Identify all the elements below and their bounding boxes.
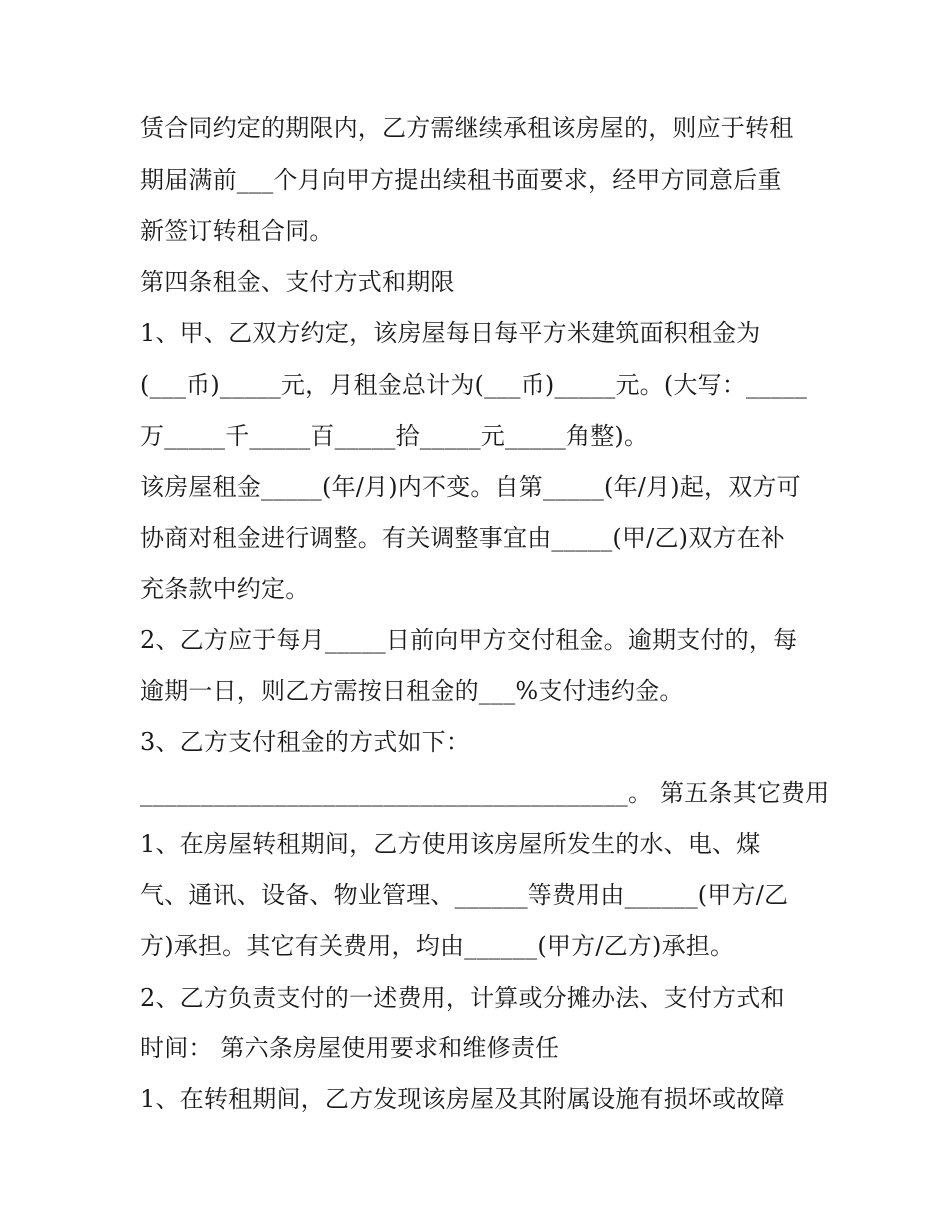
text-line: 时间： 第六条房屋使用要求和维修责任 xyxy=(140,1034,560,1062)
section-heading: 第四条租金、支付方式和期限 xyxy=(140,268,455,296)
text-line: ________________________________________。 第五条其它费用 xyxy=(140,779,830,807)
text-line: 1、在转租期间，乙方发现该房屋及其附属设施有损坏或故障 xyxy=(140,1085,785,1113)
text-line: 该房屋租金_____(年/月)内不变。自第_____(年/月)起，双方可 xyxy=(140,473,801,501)
text-line: 2、乙方应于每月_____日前向甲方交付租金。逾期支付的，每 xyxy=(140,626,798,654)
text-line: 逾期一日，则乙方需按日租金的___%支付违约金。 xyxy=(140,677,684,705)
text-line: 协商对租金进行调整。有关调整事宜由_____(甲/乙)双方在补 xyxy=(140,524,786,552)
text-line: (___币)_____元，月租金总计为(___币)_____元。(大写：_____ xyxy=(140,371,808,399)
text-line: 气、通讯、设备、物业管理、______等费用由______(甲方/乙 xyxy=(140,881,789,909)
text-line: 期届满前___个月向甲方提出续租书面要求，经甲方同意后重 xyxy=(140,166,782,194)
text-line: 1、甲、乙双方约定，该房屋每日每平方米建筑面积租金为 xyxy=(140,319,761,347)
text-line: 3、乙方支付租金的方式如下： xyxy=(140,728,471,756)
text-line: 2、乙方负责支付的一述费用，计算或分摊办法、支付方式和 xyxy=(140,984,785,1012)
text-line: 万_____千_____百_____拾_____元_____角整)。 xyxy=(140,422,649,450)
text-line: 方)承担。其它有关费用，均由______(甲方/乙方)承担。 xyxy=(140,932,735,960)
text-line: 赁合同约定的期限内，乙方需继续承租该房屋的，则应于转租 xyxy=(140,114,794,142)
text-line: 1、在房屋转租期间，乙方使用该房屋所发生的水、电、煤 xyxy=(140,830,761,858)
text-line: 充条款中约定。 xyxy=(140,575,310,603)
text-line: 新签订转租合同。 xyxy=(140,217,334,245)
